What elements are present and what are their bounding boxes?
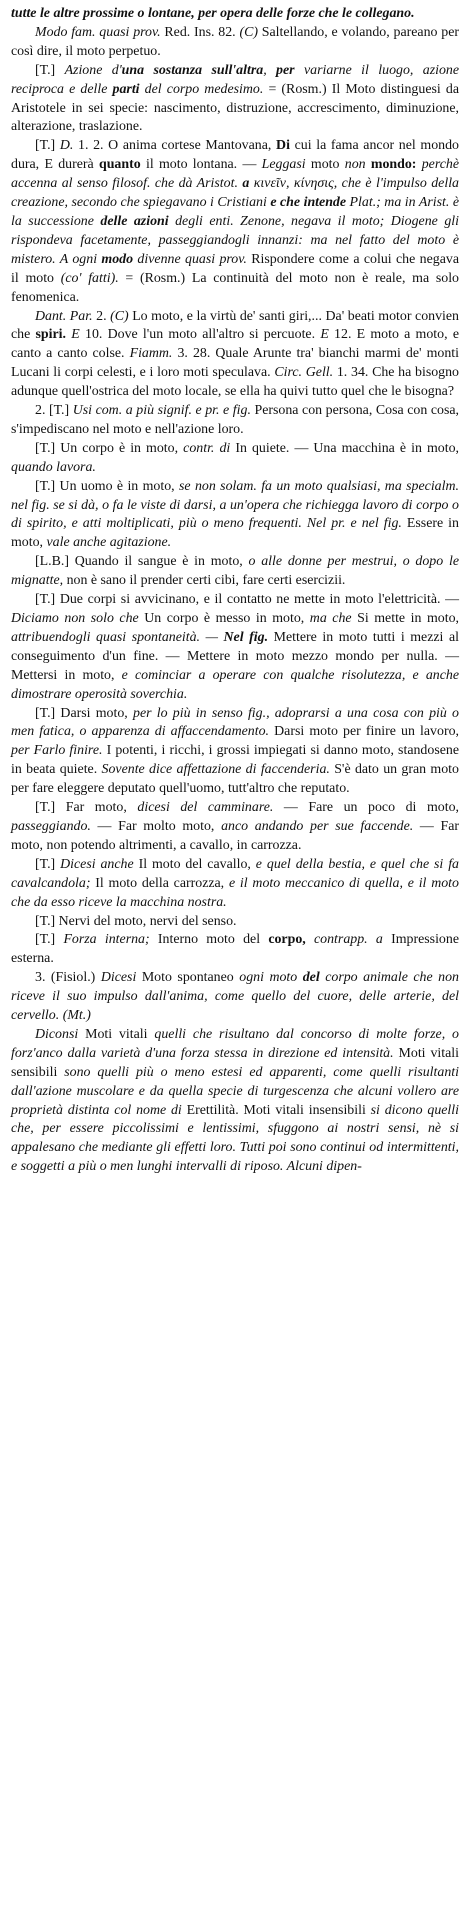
text-run: 1. 2. O anima cortese Mantovana, (73, 138, 277, 154)
text-run: Sovente dice affettazione di faccenderia. (101, 762, 330, 778)
text-run: si dicono quelli che, per essere piccolissimi e lentissimi, sfuggono ai nostri sensi, nè si appalesano che mediante gli effetti loro. Tutti poi sono continui od intermittenti, e soggetti a più o men lunghi intervalli di riposo. Alcuni dipen- (11, 1102, 460, 1175)
text-run: non (344, 157, 366, 173)
text-run: S'è dato un gran moto per fare eleggere deputato quell'uomo, tutt'altro che reputato. (11, 762, 459, 797)
text-run: anco andando per sue faccende. (221, 818, 414, 834)
text-run: se non solam. fa un moto qualsiasi, ma specialm. nel fig. se si dà, o fa le viste di darsi, a un'opera che richiegga lavoro di corpo o di spirito, e atti moltiplicati, più o meno frequenti. Nel pr. e nel fig. (11, 478, 459, 532)
entry-paragraph (11, 591, 459, 704)
text-run: Il moto della carrozza, (90, 875, 229, 891)
text-run: non è sano il prender certi cibi, fare certi esercizii. (63, 573, 346, 589)
text-run: (C) (239, 24, 258, 40)
text-run: Persona con persona, Cosa con cosa, s'impediscano nel moto e nell'azione loro. (11, 403, 459, 437)
entry-paragraph (11, 137, 459, 307)
text-run: corpo, (268, 932, 306, 948)
text-run: (co' fatti). (60, 270, 119, 286)
text-run: Usi com. a più signif. e pr. e fig. (72, 403, 251, 419)
text-run: Leggasi (261, 157, 306, 173)
text-run: = (Rosm.) Il Moto distinguesi da Aristotele in sei specie: nascimento, distruzione, accrescimento, diminuzione, alterazione, traslazione. (11, 81, 459, 135)
text-run: 2. [T.] (35, 403, 73, 419)
text-run: Interno moto del (149, 932, 269, 948)
text-run: 3. 28. Quale Arunte tra' bianchi marmi de' monti Lucani li corpi celesti, e i loro moti speculava. (11, 346, 459, 381)
text-run: = (Rosm.) La continuità del moto non è reale, ma solo fenomenica. (11, 270, 460, 305)
text-run: Diconsi (35, 1026, 79, 1042)
text-run: tutte le altre prossime o lontane, per opera delle forze che le collegano. (11, 6, 415, 21)
text-run: Nel fig. (223, 629, 269, 645)
text-run: del (302, 970, 320, 986)
text-run: [T.] (35, 138, 60, 154)
text-run: vale anche agitazione. (46, 535, 172, 551)
text-run: mondo: (370, 157, 417, 173)
text-run: I potenti, i ricchi, i grossi impiegati si danno moto, standosene in beata quiete. (11, 743, 460, 778)
text-run: Dicesi anche (60, 856, 134, 872)
text-run: 2. (92, 308, 111, 324)
text-run: [T.] Un corpo è in moto, (35, 440, 184, 456)
text-run: 10. Dove l'un moto all'altro si percuote. (79, 327, 321, 343)
text-run: e cominciar a operare con qualche risolutezza, e anche dimostrare operosità soverchia. (11, 667, 459, 702)
text-run: perchè accenna al senso filosof. che dà Aristot. (11, 157, 459, 192)
text-run: Saltellando, e volando, pareano per così dire, il moto perpetuo. (11, 24, 459, 59)
text-run: Darsi moto per finire un lavoro, (269, 724, 459, 740)
text-run: Forza interna; (63, 932, 150, 948)
text-run: Il moto del cavallo, (133, 856, 256, 872)
entry-paragraph (11, 799, 459, 856)
text-run: κινεῖν, κίνησις, che è l'impulso della creazione, secondo che spiegavano i Cristiani (11, 176, 460, 211)
text-run: Un corpo è messo in moto, (138, 611, 310, 626)
text-run: spiri. (35, 327, 67, 343)
text-run: (C) (110, 308, 129, 324)
entry-paragraph (11, 440, 459, 478)
text-run: contr. di (183, 440, 231, 456)
text-run: Erettilità. Moti vitali insensibili (181, 1102, 371, 1118)
text-run: 3. (Fisiol.) (35, 970, 101, 986)
text-run: Fiamm. (129, 346, 173, 362)
text-run: delle azioni (100, 213, 169, 229)
text-run: passeggiando. (11, 818, 91, 834)
text-run: [T.] (35, 932, 64, 948)
text-run: Lo moto, e la virtù de' santi giri,... Da' beati motor convien che (11, 308, 459, 343)
entry-paragraph (11, 24, 459, 62)
entry-paragraph (11, 856, 459, 913)
text-run: modo (101, 251, 134, 267)
text-run: In quiete. — Una macchina è in moto, (230, 440, 459, 456)
text-run: Circ. Gell. (274, 365, 334, 381)
text-run: Azione d' (64, 62, 122, 78)
text-run: e il moto meccanico di quella, e il moto che da esso riceve la macchina nostra. (11, 875, 459, 910)
text-run: Dant. Par. (35, 308, 93, 324)
text-run: D. (59, 138, 74, 154)
text-run: per (276, 62, 295, 78)
text-run: E (71, 327, 80, 343)
text-run: Moti vitali (78, 1026, 155, 1042)
text-run: cui la fama ancor nel mondo dura, E durerà (11, 138, 460, 173)
text-run: Dicesi (100, 970, 137, 986)
text-run: Impressione esterna. (11, 932, 459, 967)
text-run: ma che (309, 611, 352, 626)
text-run: [T.] Far moto, (35, 800, 138, 816)
text-run: sono quelli più o meno estesi ed apparenti, come quelli risultanti dall'azione muscolare e da quella specie di turgescenza che alcuni vollero are proprietà distinta col nome di (11, 1064, 459, 1118)
text-run: Si mette in moto, (351, 611, 460, 626)
text-run: Modo fam. quasi prov. (35, 24, 161, 40)
text-run: Moto spontaneo (136, 970, 240, 986)
text-run: Plat.; ma in Arist. è la successione (11, 195, 459, 229)
text-run: [L.B.] Quando il sangue è in moto, (35, 554, 249, 570)
text-run: — Far molto moto, (90, 818, 222, 834)
text-run: corpo animale che non riceve il suo impulso dall'anima, come quello del cuore, delle arterie, del cervello. (11, 970, 459, 1024)
entry-paragraph (11, 308, 459, 403)
entry-paragraph (11, 478, 459, 554)
text-run: [T.] Nervi del moto, nervi del senso. (35, 913, 237, 929)
text-run: , (263, 62, 277, 78)
entry-paragraph (11, 913, 459, 932)
text-run: Di (276, 138, 290, 154)
text-run: per lo più in senso fig., adoprarsi a una cosa con più o men fatica, o apparenza di affaccendamento. (11, 705, 459, 740)
text-run: [T.] Due corpi si avvicinano, e il contatto ne mette in moto l'elettricità. — (35, 592, 459, 608)
text-run: Farlo finire. (33, 743, 103, 759)
text-run: (Mt.) (62, 1008, 91, 1024)
text-run: quanto (98, 157, 141, 173)
entry-paragraph (11, 553, 459, 591)
entry-paragraph (11, 1026, 459, 1177)
text-run: o alle donne per mestrui, o dopo le mignatte, (11, 554, 459, 589)
text-run: il moto lontana. — (140, 157, 262, 173)
text-run: 12. E moto a moto, e canto a canto colse. (11, 327, 459, 362)
text-run: moto (305, 157, 345, 173)
text-run: [T.] Un uomo è in moto, (35, 478, 180, 494)
text-run: 1. 34. Che ha bisogno adunque quell'ostrica del moto locale, se ella ha quivi tutto quel che le bisogna? (11, 365, 460, 400)
entry-paragraph (11, 705, 459, 800)
text-run: — Fare un poco di moto, (273, 800, 459, 816)
text-run: per (11, 743, 30, 759)
text-run: degli enti. Zenone, negava il moto; Diogene gli rispondeva facetamente, passeggiandogli innanzi: ma nel fatto del moto è mistero. A ogni (11, 213, 459, 267)
text-run: una sostanza sull'altra (121, 62, 264, 78)
text-run: variarne il luogo, azione reciproca e delle (11, 62, 460, 97)
text-run: attribuendogli quasi spontaneità. — (11, 629, 224, 645)
text-run: [T.] Darsi moto, (35, 705, 134, 721)
text-run: contrapp. a (305, 932, 383, 948)
text-run: E (320, 327, 329, 343)
text-run: Mettere in moto tutti i mezzi al conseguimento d'un fine. — Mettere in moto mezzo mondo per nulla. — Mettersi in moto, (11, 629, 459, 683)
text-run: del corpo medesimo. (139, 81, 264, 97)
text-run: Diciamo non solo che (11, 611, 139, 626)
entry-paragraph (11, 969, 459, 1026)
text-run: parti (112, 81, 140, 97)
text-run: Rispondere come a colui che negava il moto (11, 251, 459, 286)
text-run: divenne quasi prov. (133, 251, 247, 267)
entry-paragraph (11, 62, 459, 138)
text-run: — Far moto, non potendo altrimenti, a cavallo, in carrozza. (11, 818, 459, 853)
text-run: a (242, 176, 250, 192)
text-run: quelli che risultano dal concorso di molte forze, o forz'anco dalla varietà d'una forza stessa in direzione ed intensità. (11, 1026, 459, 1061)
entry-paragraph (11, 931, 459, 969)
text-run: e che intende (270, 195, 347, 211)
text-run: Essere in moto, (11, 516, 459, 551)
text-run: ogni moto (239, 970, 303, 986)
text-run: [T.] (35, 62, 65, 78)
text-run: quando lavora. (11, 459, 96, 475)
text-run: Moti vitali sensibili (11, 1045, 459, 1080)
text-run: e quel della bestia, e quel che si fa cavalcandola; (11, 856, 459, 891)
text-run: Red. Ins. 82. (160, 24, 240, 40)
entry-paragraph (11, 402, 459, 440)
text-run: [T.] (35, 856, 61, 872)
entry-paragraph (11, 5, 459, 24)
text-run: dicesi del camminare. (137, 800, 274, 816)
